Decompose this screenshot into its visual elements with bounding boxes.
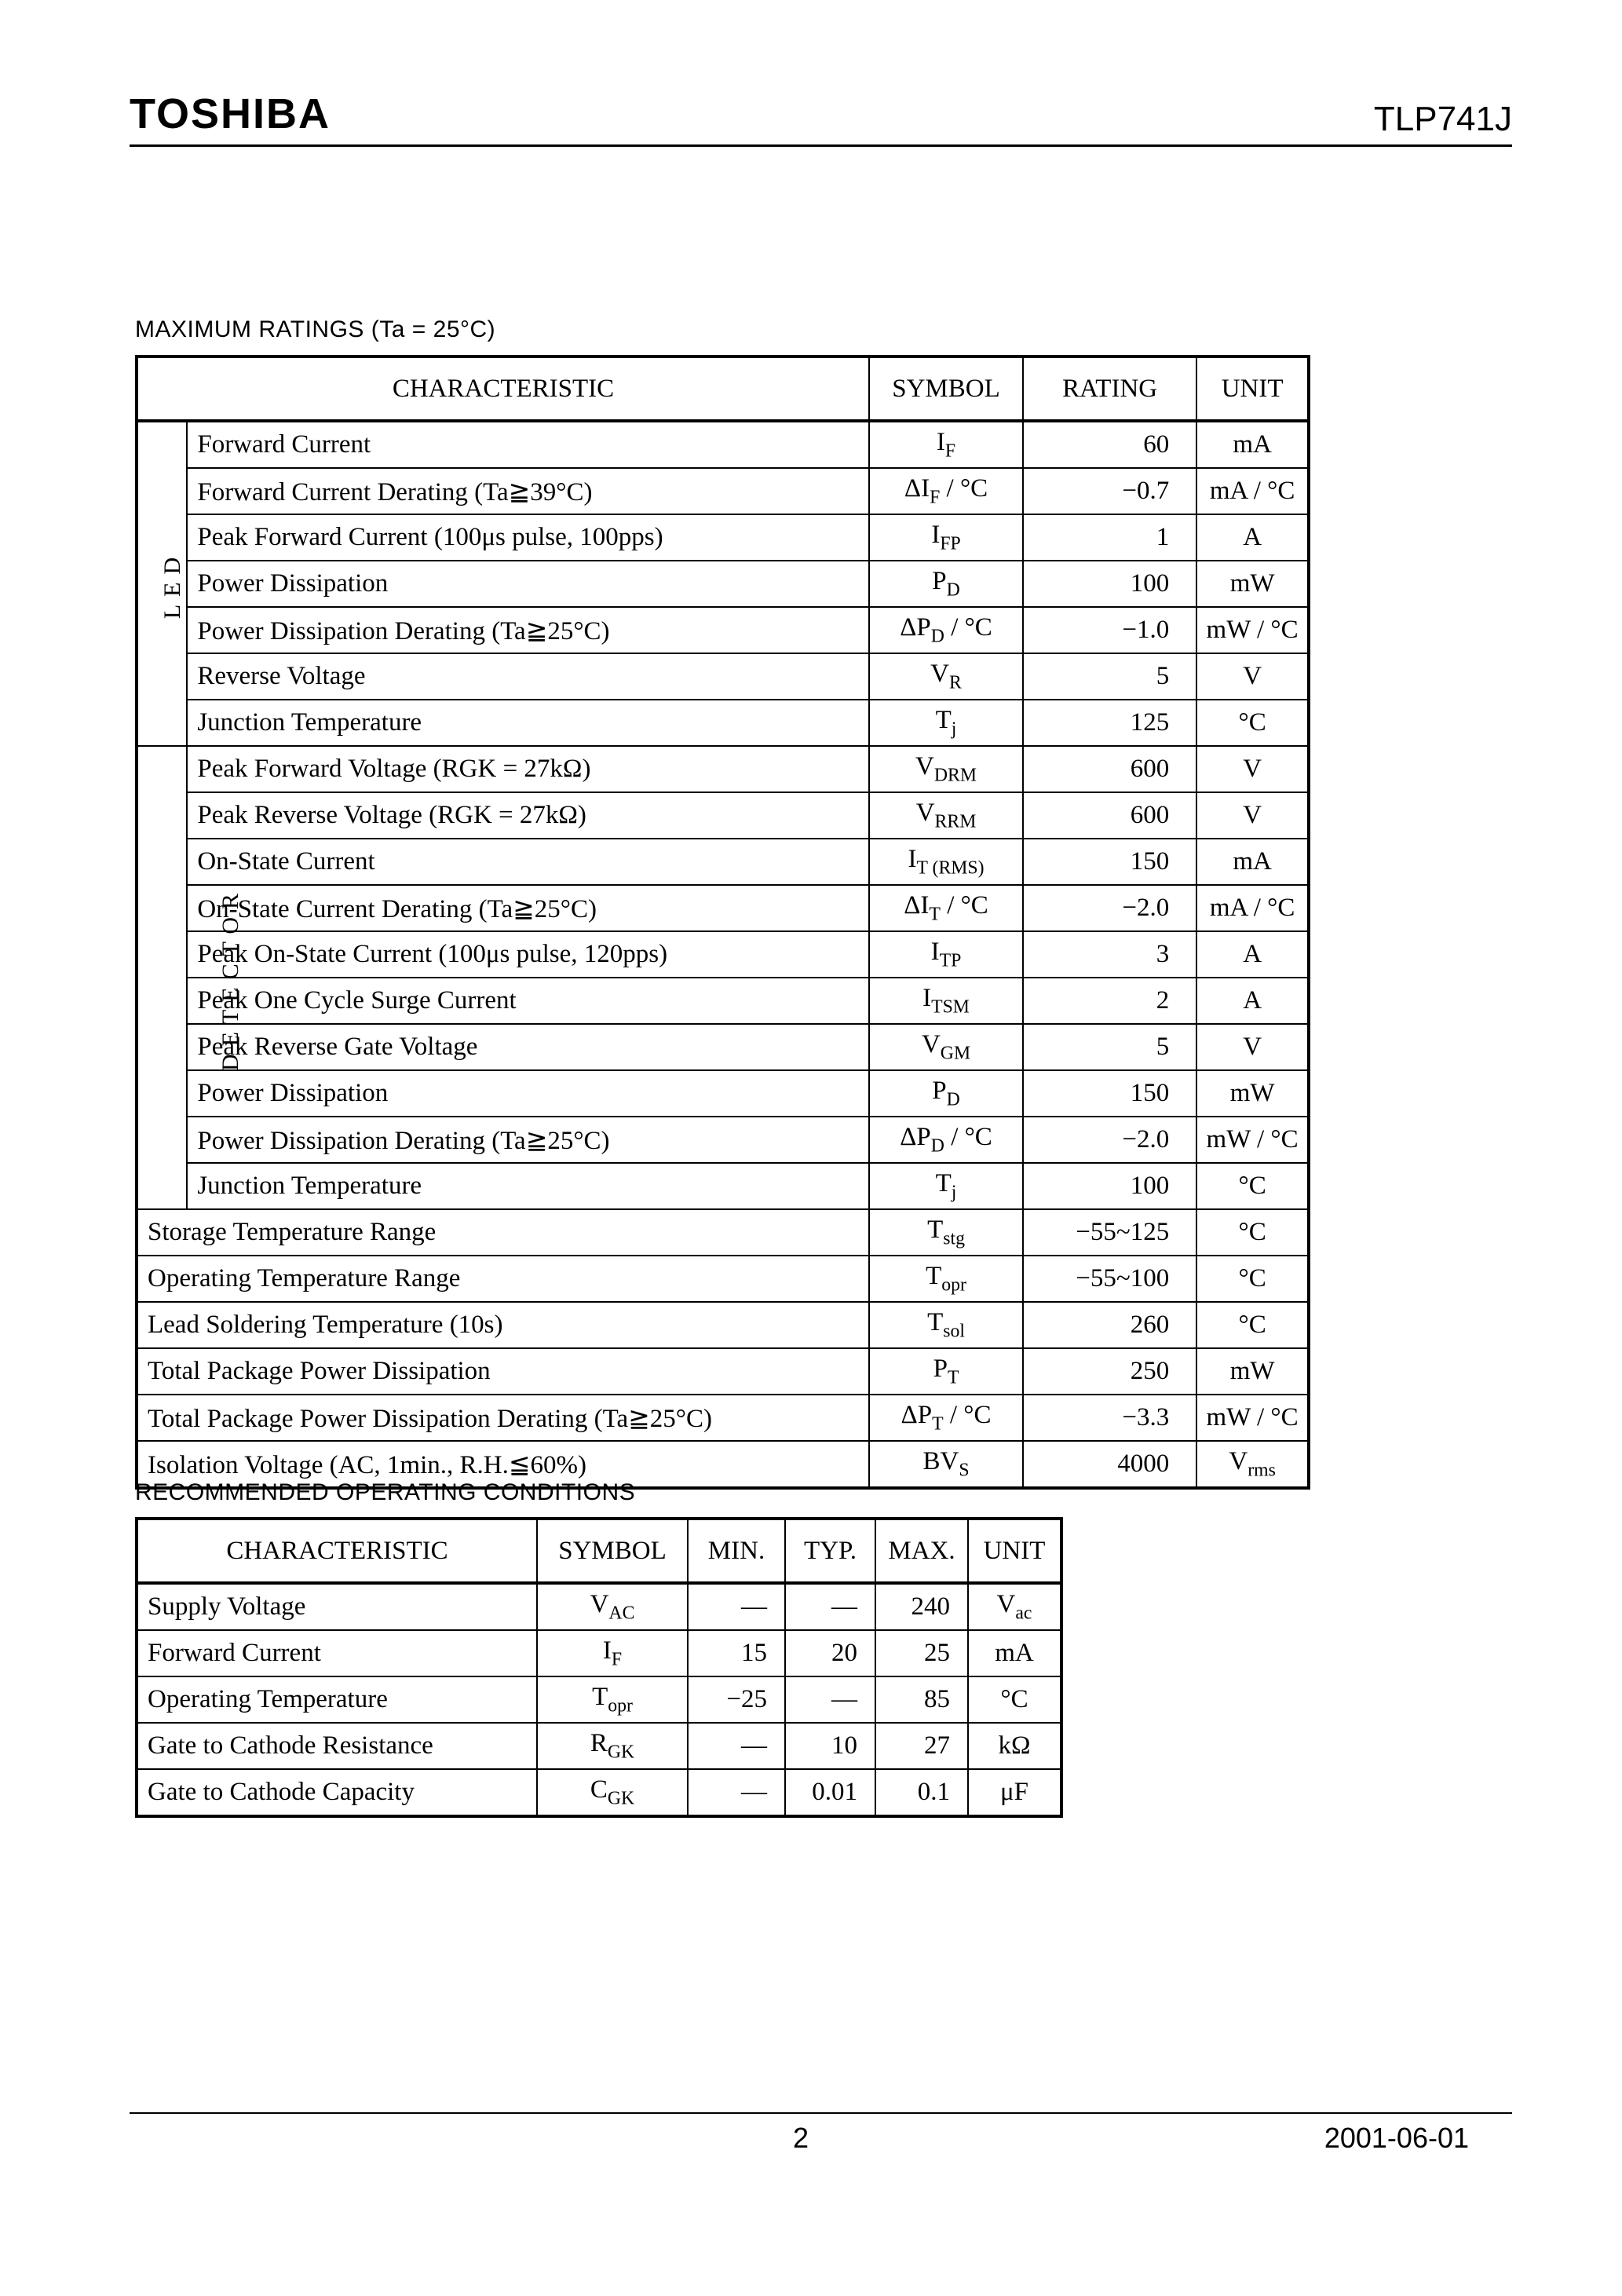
unit-subscript: ac (1015, 1603, 1032, 1624)
unit-text: mA / °C (1209, 477, 1295, 505)
symbol-cell (869, 700, 1023, 746)
table-row (137, 514, 1309, 561)
unit-text: mW / °C (1206, 1125, 1299, 1153)
symbol-base: V (921, 1029, 941, 1058)
table-header-row (137, 356, 1309, 421)
characteristic-cell: Total Package Power Dissipation (137, 1348, 869, 1395)
symbol-subscript: D (946, 579, 960, 601)
unit-text: mW / °C (1206, 616, 1299, 644)
symbol-subscript: GK (607, 1742, 635, 1763)
characteristic-cell: Total Package Power Dissipation Derating (Ta≧25°C) (137, 1395, 869, 1441)
table-row (137, 1630, 1061, 1676)
characteristic-cell: Forward Current Derating (Ta≧39°C) (187, 468, 869, 514)
table-row (137, 1348, 1309, 1395)
characteristic-cell: Isolation Voltage (AC, 1min., R.H.≦60%) (137, 1441, 869, 1488)
table-row (137, 1676, 1061, 1723)
max-cell: 0.1 (875, 1769, 968, 1816)
symbol-subscript: RRM (934, 811, 977, 832)
table-row (137, 1256, 1309, 1302)
symbol-base: T (935, 1168, 952, 1197)
unit-cell (1196, 607, 1309, 653)
symbol-cell (869, 931, 1023, 978)
unit-cell (1196, 421, 1309, 468)
part-number: TLP741J (1373, 100, 1512, 138)
unit-cell (968, 1723, 1061, 1769)
unit-text: V (1243, 801, 1262, 829)
characteristic-cell: On-State Current (187, 839, 869, 885)
symbol-cell (869, 514, 1023, 561)
column-header: CHARACTERISTIC (137, 356, 869, 421)
characteristic-cell: Peak Reverse Voltage (RGK = 27kΩ) (187, 792, 869, 839)
brand-logo: TOSHIBA (130, 90, 331, 137)
characteristic-cell: Forward Current (187, 421, 869, 468)
symbol-base: V (915, 751, 934, 781)
symbol-subscript: T (947, 1367, 959, 1388)
unit-text: °C (1238, 1264, 1266, 1292)
symbol-suffix: / °C (940, 473, 988, 503)
symbol-base: T (935, 705, 952, 734)
rating-cell: 5 (1023, 653, 1196, 700)
unit-cell (1196, 792, 1309, 839)
rating-cell: 2 (1023, 978, 1196, 1024)
symbol-base: I (931, 520, 941, 549)
characteristic-cell: Power Dissipation (187, 561, 869, 607)
table-row (137, 1723, 1061, 1769)
symbol-subscript: T (RMS) (916, 857, 985, 879)
characteristic-cell: Operating Temperature (137, 1676, 537, 1723)
symbol-base: P (932, 566, 947, 595)
symbol-base: V (590, 1589, 609, 1618)
table-row (137, 1302, 1309, 1348)
characteristic-cell: Forward Current (137, 1630, 537, 1676)
table-row (137, 468, 1309, 514)
symbol-cell (537, 1583, 688, 1630)
symbol-base: I (908, 844, 917, 873)
unit-text: μF (999, 1778, 1029, 1806)
rating-cell: 150 (1023, 839, 1196, 885)
table-row (137, 561, 1309, 607)
typ-cell: 10 (785, 1723, 875, 1769)
max-cell: 85 (875, 1676, 968, 1723)
unit-text: °C (1238, 1311, 1266, 1339)
unit-cell (1196, 1024, 1309, 1070)
symbol-subscript: TSM (931, 996, 970, 1018)
symbol-cell (869, 839, 1023, 885)
column-header: SYMBOL (869, 356, 1023, 421)
characteristic-cell: Junction Temperature (187, 700, 869, 746)
rating-cell: 250 (1023, 1348, 1196, 1395)
characteristic-cell: Power Dissipation Derating (Ta≧25°C) (187, 607, 869, 653)
symbol-subscript: GM (940, 1043, 971, 1064)
unit-cell (1196, 1209, 1309, 1256)
symbol-suffix: / °C (943, 1400, 992, 1429)
unit-text: mA / °C (1209, 894, 1295, 922)
unit-cell (1196, 468, 1309, 514)
table-row (137, 1163, 1309, 1209)
characteristic-cell: Gate to Cathode Capacity (137, 1769, 537, 1816)
rating-cell: 5 (1023, 1024, 1196, 1070)
group-label: DETECTOR (217, 885, 244, 1071)
unit-cell (1196, 700, 1309, 746)
symbol-subscript: T (929, 904, 941, 925)
table-row (137, 653, 1309, 700)
characteristic-cell: Peak Forward Voltage (RGK = 27kΩ) (187, 746, 869, 792)
column-header: TYP. (785, 1519, 875, 1583)
symbol-cell (869, 607, 1023, 653)
symbol-subscript: j (951, 1182, 957, 1203)
symbol-base: C (590, 1775, 608, 1804)
symbol-suffix: / °C (944, 1122, 992, 1151)
symbol-base: I (930, 937, 940, 966)
symbol-base: P (933, 1354, 948, 1383)
group-label: LED (159, 549, 186, 620)
rating-cell: 600 (1023, 746, 1196, 792)
unit-text: mW / °C (1206, 1403, 1299, 1431)
rating-cell: 150 (1023, 1070, 1196, 1117)
symbol-base: P (932, 1076, 947, 1105)
symbol-cell (869, 885, 1023, 931)
unit-cell (1196, 931, 1309, 978)
table-row (137, 1583, 1061, 1630)
unit-cell (1196, 1070, 1309, 1117)
symbol-subscript: F (611, 1649, 623, 1670)
symbol-subscript: DRM (933, 765, 977, 786)
table-row (137, 1024, 1309, 1070)
footer-rule (130, 2112, 1512, 2114)
symbol-subscript: R (949, 672, 962, 693)
symbol-base: BV (922, 1446, 959, 1475)
symbol-cell (869, 792, 1023, 839)
symbol-suffix: / °C (940, 890, 988, 919)
symbol-subscript: F (944, 441, 956, 462)
unit-text: V (1229, 1446, 1248, 1475)
unit-cell (1196, 746, 1309, 792)
group-label-cell (137, 421, 187, 746)
table-row (137, 792, 1309, 839)
unit-text: V (1243, 755, 1262, 783)
min-cell: — (688, 1723, 785, 1769)
table-row (137, 1395, 1309, 1441)
max-ratings-title: MAXIMUM RATINGS (Ta = 25°C) (135, 316, 496, 342)
rating-cell: 4000 (1023, 1441, 1196, 1488)
symbol-cell (537, 1723, 688, 1769)
table-row (137, 1209, 1309, 1256)
unit-text: °C (1238, 1218, 1266, 1246)
symbol-subscript: S (959, 1460, 970, 1481)
max-cell: 27 (875, 1723, 968, 1769)
symbol-base: I (602, 1636, 612, 1665)
symbol-base: I (922, 983, 932, 1012)
characteristic-cell: Supply Voltage (137, 1583, 537, 1630)
symbol-base: T (927, 1215, 944, 1244)
characteristic-cell: Junction Temperature (187, 1163, 869, 1209)
symbol-subscript: D (930, 626, 944, 647)
characteristic-cell: Reverse Voltage (187, 653, 869, 700)
recommended-title: RECOMMENDED OPERATING CONDITIONS (135, 1479, 636, 1505)
group-label-cell (137, 746, 244, 1209)
typ-cell: 0.01 (785, 1769, 875, 1816)
symbol-base: I (936, 427, 945, 456)
rating-cell: 100 (1023, 561, 1196, 607)
unit-cell (1196, 561, 1309, 607)
symbol-suffix: / °C (944, 612, 992, 642)
unit-text: A (1243, 940, 1262, 968)
symbol-cell (869, 1441, 1023, 1488)
symbol-cell (869, 1163, 1023, 1209)
rating-cell: −3.3 (1023, 1395, 1196, 1441)
symbol-cell (869, 1024, 1023, 1070)
symbol-subscript: TP (939, 950, 962, 971)
characteristic-cell: Peak Reverse Gate Voltage (187, 1024, 869, 1070)
symbol-cell (869, 468, 1023, 514)
unit-text: mA (1233, 847, 1272, 876)
symbol-base: ΔI (904, 890, 930, 919)
symbol-cell (869, 421, 1023, 468)
symbol-cell (869, 1070, 1023, 1117)
column-header: UNIT (1196, 356, 1309, 421)
min-cell: −25 (688, 1676, 785, 1723)
symbol-subscript: opr (941, 1274, 966, 1296)
unit-text: V (1243, 662, 1262, 690)
unit-subscript: rms (1248, 1460, 1276, 1481)
symbol-subscript: F (930, 487, 941, 508)
unit-text: °C (1238, 708, 1266, 737)
max-ratings-table (135, 355, 1310, 1490)
symbol-cell (869, 1302, 1023, 1348)
rating-cell: 125 (1023, 700, 1196, 746)
unit-text: kΩ (998, 1731, 1031, 1760)
symbol-base: V (915, 798, 935, 827)
rating-cell: 60 (1023, 421, 1196, 468)
unit-text: °C (1238, 1172, 1266, 1200)
symbol-subscript: AC (608, 1603, 635, 1624)
symbol-cell (869, 1209, 1023, 1256)
unit-text: mA (995, 1639, 1034, 1667)
column-header: CHARACTERISTIC (137, 1519, 537, 1583)
unit-cell (1196, 1117, 1309, 1163)
symbol-subscript: j (951, 718, 957, 740)
symbol-base: T (927, 1307, 944, 1336)
unit-text: mW (1229, 1079, 1275, 1107)
unit-cell (1196, 1348, 1309, 1395)
symbol-subscript: stg (943, 1228, 965, 1249)
symbol-cell (537, 1676, 688, 1723)
unit-cell (1196, 1302, 1309, 1348)
characteristic-cell: Peak One Cycle Surge Current (187, 978, 869, 1024)
rating-cell: −2.0 (1023, 885, 1196, 931)
symbol-base: T (592, 1682, 608, 1711)
rating-cell: 3 (1023, 931, 1196, 978)
characteristic-cell: Storage Temperature Range (137, 1209, 869, 1256)
symbol-subscript: D (946, 1089, 960, 1110)
min-cell: 15 (688, 1630, 785, 1676)
characteristic-cell: Power Dissipation (187, 1070, 869, 1117)
min-cell: — (688, 1769, 785, 1816)
characteristic-cell: Lead Soldering Temperature (10s) (137, 1302, 869, 1348)
symbol-subscript: GK (607, 1788, 635, 1809)
table-row (137, 931, 1309, 978)
unit-text: mW (1229, 1357, 1275, 1385)
symbol-subscript: T (932, 1413, 944, 1435)
unit-cell (1196, 1256, 1309, 1302)
symbol-base: ΔP (900, 1122, 931, 1151)
symbol-base: ΔI (904, 473, 930, 503)
table-row (137, 1070, 1309, 1117)
characteristic-cell: Peak Forward Current (100μs pulse, 100pps) (187, 514, 869, 561)
min-cell: — (688, 1583, 785, 1630)
max-cell: 25 (875, 1630, 968, 1676)
symbol-cell (869, 1256, 1023, 1302)
unit-text: V (1243, 1033, 1262, 1061)
typ-cell: 20 (785, 1630, 875, 1676)
column-header: SYMBOL (537, 1519, 688, 1583)
symbol-cell (869, 978, 1023, 1024)
characteristic-cell: Power Dissipation Derating (Ta≧25°C) (187, 1117, 869, 1163)
table-row (137, 839, 1309, 885)
unit-cell (968, 1769, 1061, 1816)
column-header: UNIT (968, 1519, 1061, 1583)
unit-text: V (996, 1589, 1016, 1618)
symbol-base: ΔP (901, 1400, 933, 1429)
rating-cell: −55~100 (1023, 1256, 1196, 1302)
unit-text: °C (1000, 1685, 1028, 1713)
table-row (137, 607, 1309, 653)
document-date: 2001-06-01 (1324, 2122, 1469, 2154)
typ-cell: — (785, 1583, 875, 1630)
unit-cell (1196, 653, 1309, 700)
unit-cell (968, 1583, 1061, 1630)
unit-cell (1196, 978, 1309, 1024)
recommended-table (135, 1517, 1063, 1818)
unit-cell (1196, 1163, 1309, 1209)
symbol-base: V (930, 659, 950, 688)
symbol-base: R (590, 1728, 608, 1757)
characteristic-cell: Operating Temperature Range (137, 1256, 869, 1302)
column-header: MAX. (875, 1519, 968, 1583)
symbol-cell (869, 1117, 1023, 1163)
table-row (137, 421, 1309, 468)
characteristic-cell: Gate to Cathode Resistance (137, 1723, 537, 1769)
rating-cell: 260 (1023, 1302, 1196, 1348)
symbol-subscript: FP (940, 533, 961, 554)
characteristic-cell: Peak On-State Current (100μs pulse, 120pps) (187, 931, 869, 978)
table-row (137, 1769, 1061, 1816)
rating-cell: 1 (1023, 514, 1196, 561)
unit-cell (1196, 514, 1309, 561)
unit-text: mA (1233, 430, 1272, 459)
rating-cell: 600 (1023, 792, 1196, 839)
table-row (137, 1117, 1309, 1163)
rating-cell: 100 (1023, 1163, 1196, 1209)
unit-text: mW (1229, 569, 1275, 598)
unit-cell (1196, 885, 1309, 931)
rating-cell: −0.7 (1023, 468, 1196, 514)
symbol-cell (537, 1769, 688, 1816)
page-number: 2 (793, 2122, 809, 2154)
unit-cell (968, 1630, 1061, 1676)
symbol-cell (869, 746, 1023, 792)
table-row (137, 746, 1309, 792)
table-row (137, 700, 1309, 746)
symbol-cell (869, 1395, 1023, 1441)
table-header-row (137, 1519, 1061, 1583)
unit-cell (968, 1676, 1061, 1723)
rating-cell: −1.0 (1023, 607, 1196, 653)
symbol-subscript: opr (608, 1695, 633, 1717)
symbol-cell (869, 561, 1023, 607)
symbol-base: ΔP (900, 612, 931, 642)
unit-cell (1196, 1441, 1309, 1488)
header-rule (130, 144, 1512, 147)
unit-text: A (1243, 523, 1262, 551)
column-header: RATING (1023, 356, 1196, 421)
characteristic-cell: On-State Current Derating (Ta≧25°C) (187, 885, 869, 931)
unit-cell (1196, 1395, 1309, 1441)
rating-cell: −2.0 (1023, 1117, 1196, 1163)
table-row (137, 978, 1309, 1024)
rating-cell: −55~125 (1023, 1209, 1196, 1256)
symbol-cell (869, 1348, 1023, 1395)
max-cell: 240 (875, 1583, 968, 1630)
unit-cell (1196, 839, 1309, 885)
symbol-base: T (926, 1261, 942, 1290)
symbol-subscript: D (930, 1135, 944, 1157)
column-header: MIN. (688, 1519, 785, 1583)
unit-text: A (1243, 986, 1262, 1015)
typ-cell: — (785, 1676, 875, 1723)
symbol-cell (537, 1630, 688, 1676)
table-row (137, 885, 1309, 931)
symbol-cell (869, 653, 1023, 700)
symbol-subscript: sol (943, 1321, 965, 1342)
